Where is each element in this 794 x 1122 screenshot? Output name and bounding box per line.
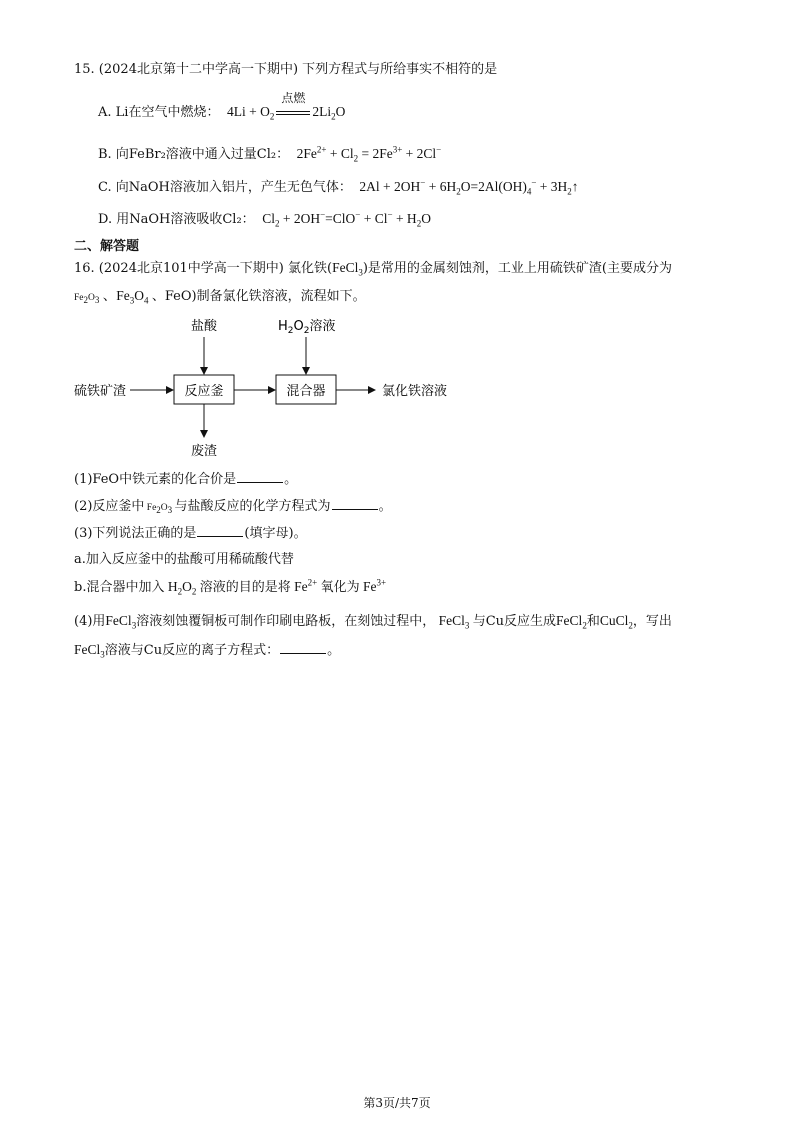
q15-option-b (98, 145, 441, 164)
q16-part4-line2: FeCl$_3$溶液与Cu反应的离子方程式： 。 (74, 642, 341, 660)
answer-blank-1 (237, 470, 283, 483)
label-mixer: 混合器 (286, 384, 326, 399)
q15-option-a (98, 91, 346, 122)
q15-option-d (98, 210, 431, 229)
answer-blank-3 (197, 524, 243, 537)
q16-stem-line2: $Fe_2O_3$ 、$Fe_3O_4$ 、FeO)制备氯化铁溶液，流程如下。 (74, 288, 366, 306)
label-waste: 废渣 (190, 444, 218, 459)
answer-blank-2 (332, 497, 378, 510)
label-hcl: 盐酸 (190, 319, 218, 334)
process-flow-diagram (70, 315, 490, 465)
label-product: 氯化铁溶液 (382, 384, 448, 399)
q15-option-c-label: C. 向NaOH溶液加入铝片，产生无色气体： (98, 180, 352, 195)
q16-stem-line1: 16. (2024北京101中学高一下期中) 氯化铁(FeCl$_3$)是常用的金属刻蚀剂，工业上用硫铁矿渣(主要成分为 (74, 260, 672, 278)
q16-option-a: a.加入反应釜中的盐酸可用稀硫酸代替 (74, 552, 294, 567)
q15-option-d-equation: $Cl_2 + 2OH^-=ClO^- + Cl^- + H_2O$ (258, 209, 431, 229)
label-ore: 硫铁矿渣 (74, 384, 127, 399)
q16-part1: (1)FeO中铁元素的化合价是 。 (74, 472, 298, 487)
answer-blank-4 (280, 641, 326, 654)
q15-option-c (98, 178, 579, 197)
q15-option-b-equation: $2Fe^{2+} + Cl_2 = 2Fe^{3+} + 2Cl^-$ (293, 144, 442, 164)
label-reactor: 反应釜 (184, 384, 224, 399)
q15-option-d-label: D. 用NaOH溶液吸收Cl₂： (98, 212, 255, 227)
q16-part3: (3)下列说法正确的是 (填字母)。 (74, 526, 307, 541)
q15-option-a-label: A. Li在空气中燃烧： (98, 105, 220, 120)
q15-option-c-equation: $2Al + 2OH^- + 6H_2O=2Al(OH)_4^-$ + $3H_2↑$ (356, 177, 579, 197)
label-h2o2: $H_2O_2$溶液 (278, 319, 336, 336)
reaction-condition: 点燃 (274, 103, 312, 121)
q15-option-a-equation: $4Li + O_2$ 点燃 $2Li_2O$ (223, 91, 346, 122)
page-footer: 第3页/共7页 (363, 1096, 431, 1110)
q16-part2: (2)反应釜中 $Fe_2O_3$ 与盐酸反应的化学方程式为 。 (74, 499, 392, 515)
q16-option-b: b.混合器中加入 $H_2O_2$ 溶液的目的是将 $Fe^{2+}$ 氧化为 $Fe^{3+}$ (74, 577, 387, 597)
q16-part4: (4)用FeCl$_3$溶液刻蚀覆铜板可制作印刷电路板，在刻蚀过程中， FeCl$_3$ 与Cu反应生成FeCl$_2$和CuCl$_2$，写出 (74, 613, 672, 631)
q15-stem: 15. (2024北京第十二中学高一下期中) 下列方程式与所给事实不相符的是 (74, 62, 498, 77)
section-title: 二、解答题 (74, 239, 140, 254)
q15-option-b-label: B. 向FeBr₂溶液中通入过量Cl₂： (98, 147, 290, 162)
